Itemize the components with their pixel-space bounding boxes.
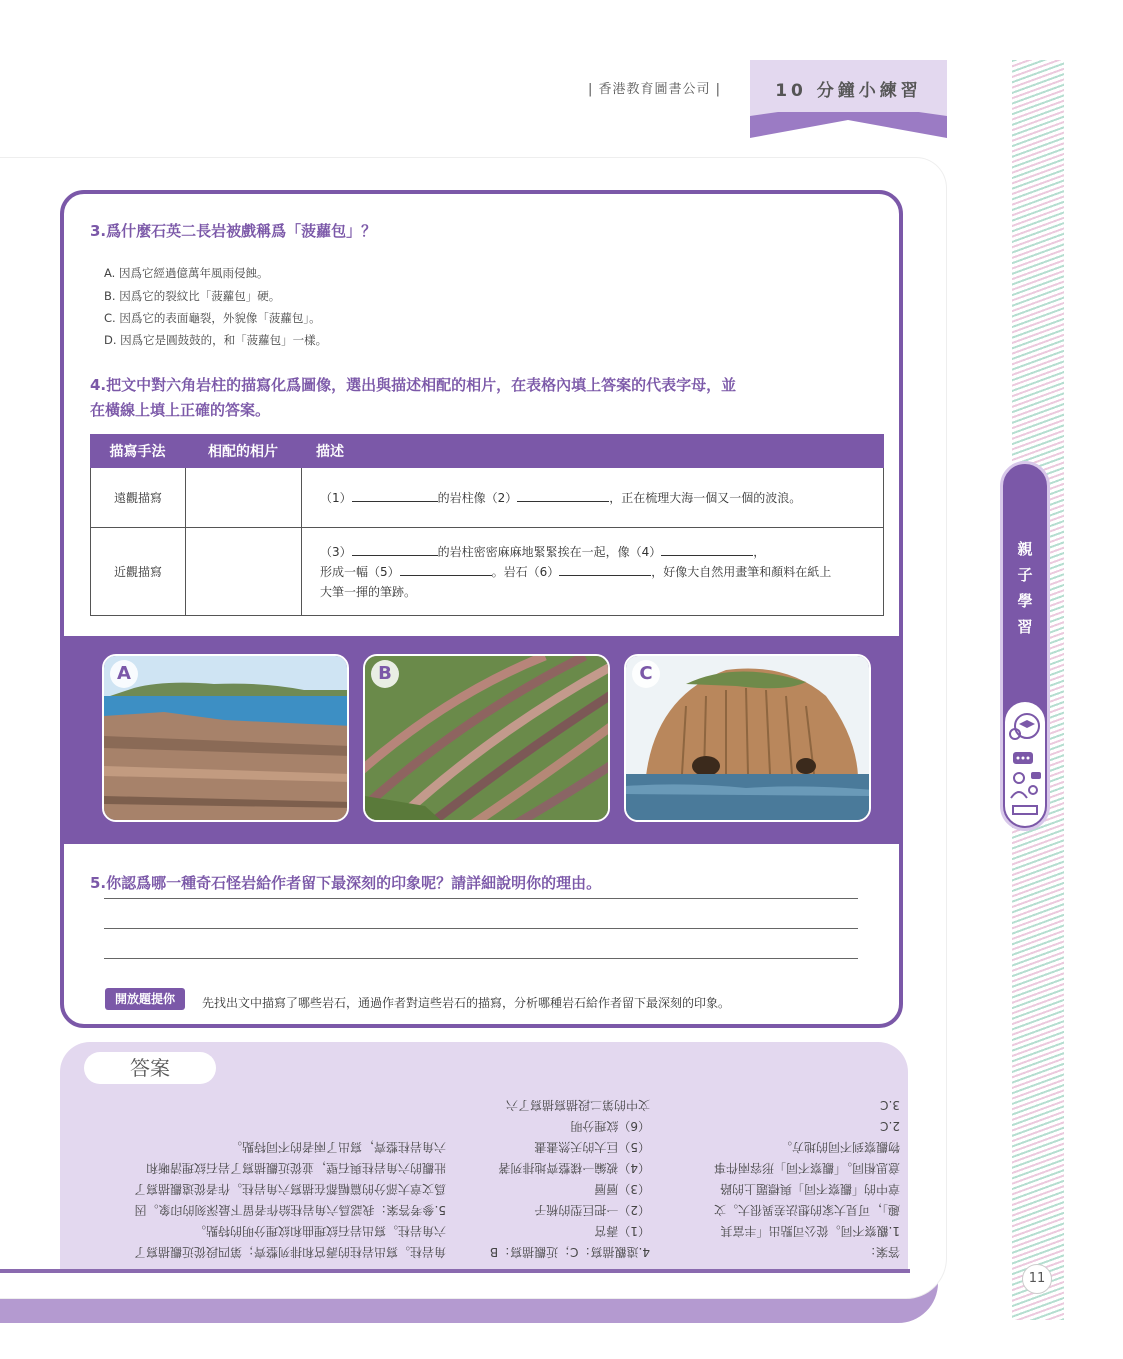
answer-column-3: 角岩柱。寫出岩柱的壽宮和排列整齊；第四段從近觀描寫了 六角岩柱。寫出岩石紋理曲和紋理分明的特點。 5.參考答案：我認爲六角岩柱給作者留下最深刻的印象。因 爲文章大部分的篇幅都在描寫六角岩柱。作者從遠觀描寫了 壯觀的六角岩柱與石壁，並從近觀描寫了岩石紋理清晰和 六角岩柱整齊，寫出了兩者的不同特點。 [133,1140,446,1259]
table-header-description: 描述 [302,435,884,468]
description-table [90,434,884,616]
answer-line-1[interactable] [104,898,858,899]
question-5: 5.你認爲哪一種奇石怪岩給作者留下最深刻的印象呢？請詳細說明你的理由。 [90,874,602,892]
row-label-near: 近觀描寫 [91,528,186,616]
answer-title: 答案 [84,1052,216,1084]
blank-6[interactable] [559,563,651,576]
publisher-name: | 香港教育圖書公司 | [588,82,722,97]
photo-label-a: A [110,660,138,688]
hint-text: 先找出文中描寫了哪些岩石，通過作者對這些岩石的描寫，分析哪種岩石給作者留下最深刻的印象。 [202,996,731,1010]
question-4-line2: 在橫線上填上正確的答案。 [90,401,271,419]
photo-label-b: B [371,660,399,688]
photo-a [102,654,349,822]
answer-line-2[interactable] [104,928,858,929]
side-tab-label: 親 子 學 習 [1017,540,1033,636]
table-header-photo: 相配的相片 [186,435,302,468]
answer-line-3[interactable] [104,958,858,959]
q3-option-c: C. 因爲它的表面龜裂，外貌像「菠蘿包」。 [104,311,321,325]
row-description-near: （3） 的岩柱密密麻麻地緊緊挨在一起，像（4） ， 形成一幅（5） 。岩石（6） ，好像大自然用畫筆和顏料在紙上 大筆一揮的筆跡。 [302,528,884,616]
bottom-rule [0,1269,910,1273]
blank-4[interactable] [661,543,753,556]
q3-option-b: B. 因爲它的裂紋比「菠蘿包」硬。 [104,289,281,303]
q3-option-a: A. 因爲它經過億萬年風雨侵蝕。 [104,266,269,280]
blank-2[interactable] [517,489,609,502]
row-description-far: （1） 的岩柱像（2） ，正在梳理大海一個又一個的波浪。 [302,468,884,528]
q3-option-d: D. 因爲它是圓鼓鼓的，和「菠蘿包」一樣。 [104,333,328,347]
answer-cell-near[interactable] [186,528,302,616]
blank-1[interactable] [352,489,438,502]
question-3: 3.爲什麼石英二長岩被戲稱爲「菠蘿包」？ [90,222,377,240]
side-tab [1000,461,1050,831]
photo-label-c: C [632,660,660,688]
blank-5[interactable] [400,563,492,576]
header-tab-title: 10 分鐘小練習 [775,81,922,101]
page-number: 11 [1022,1264,1052,1294]
table-header-method: 描寫手法 [91,435,186,468]
row-label-far: 遠觀描寫 [91,468,186,528]
photo-c [624,654,871,822]
answer-column-2: 4.遠觀描寫：C；近觀描寫：B （1）壽宮 （2）一把巨型的梳子 （3）層層 （4）被編一樣整齊地排列著 （5）巨大的天然畫畫 （6）紋理分明 文中的第二段描寫描寫了六 [489,1098,650,1259]
photo-b [363,654,610,822]
blank-3[interactable] [352,543,438,556]
header-tab [750,60,947,138]
hint-badge: 開放題提你 [105,988,185,1010]
family-learning-icon [1005,702,1045,826]
answer-cell-far[interactable] [186,468,302,528]
answer-column-1: 答案： 1.觀察不同。從公司點出「丰富其 趣」，可見大家的想法差異很大。文 章中的「觀察不同」與標題上的路 意思相同。「觀察不同」形容兩件事 物觀察到不同的地方。 2.C 3.C [713,1098,900,1259]
question-4-line1: 4.把文中對六角岩柱的描寫化爲圖像，選出與描述相配的相片，在表格內填上答案的代表字母，並 [90,376,737,394]
